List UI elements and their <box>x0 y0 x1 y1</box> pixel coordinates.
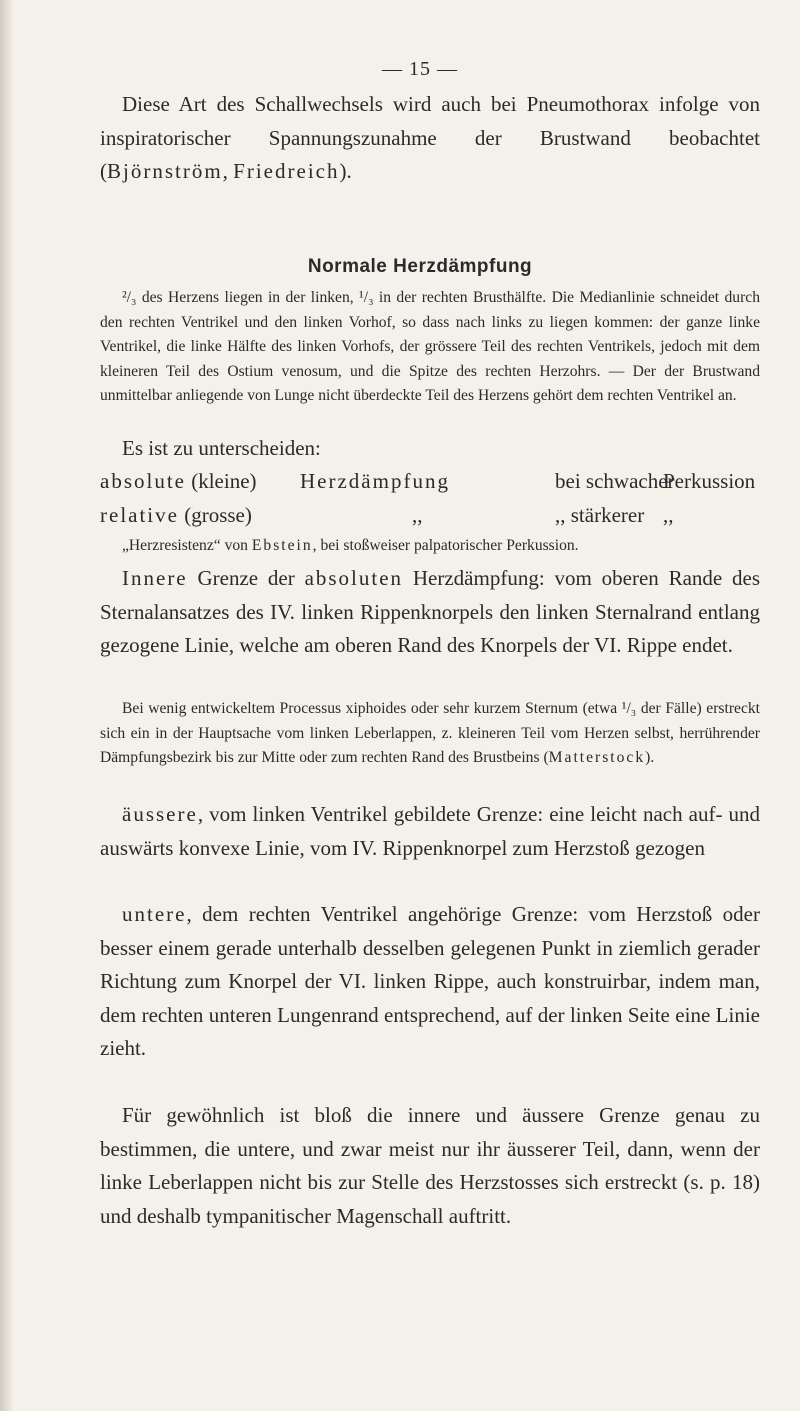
table-row: relative (grosse) ,, ,, stärkerer ,, <box>100 502 674 527</box>
author-name: Ebstein <box>251 537 313 554</box>
author-name: Björnström <box>107 159 223 183</box>
note-paragraph: ²/₃ des Herzens liegen in der linken, ¹/₃ in der rechten Brusthälfte. Die Medianlinie schneidet durch den rechten Ventrikel und den linken Vorhof, so dass nach links zu liegen kommen: der ganze linke Ventrikel, die linke Hälfte des linken Vorhofs, der grössere Teil des rechten Ventrikels, jedoch mit dem kleineren Teil des Ostium venosum, und die Spitze des rechten Herzohrs. — Der der Brustwand unmittelbar anliegende von Lunge nicht überdeckte Teil des Herzens gehört dem rechten Ventrikel an. <box>100 289 760 404</box>
distinction-intro: Es ist zu unterscheiden: <box>122 436 321 460</box>
note-paragraph: Bei wenig entwickeltem Processus xiphoides oder sehr kurzem Sternum (etwa ¹/₃ der Fälle) erstreckt sich ein in der Hauptsache vom linken Leberlappen, z. kleineren Teil vom Herzen selbst, herrührender Dämpfungsbezirk bis zur Mitte oder zum rechten Rand des Brustbeins (Matterstock). <box>100 700 760 766</box>
section-heading: Normale Herzdämpfung <box>307 256 533 277</box>
inner-border-paragraph: Innere Grenze der absoluten Herzdämpfung: vom oberen Rande des Sternalansatzes des IV. linken Rippenknorpels den linken Sternalrand entlang gezogene Linie, welche am oberen Rand des Knorpels der VI. Rippe endet. <box>100 566 761 657</box>
scan-edge <box>0 0 14 1411</box>
closing-paragraph: Für gewöhnlich ist bloß die innere und äussere Grenze genau zu bestimmen, die untere, und zwar meist nur ihr äusserer Teil, dann, wenn der linke Leberlappen nicht bis zur Stelle des Herzstosses sich erstreckt (s. p. 18) und deshalb tympanitischer Magenschall auftritt. <box>100 1103 760 1228</box>
dampening-table <box>100 465 760 532</box>
table-row: absolute (kleine) Herzdämpfung bei schwacher Perkussion <box>100 469 756 493</box>
note-paragraph: „Herzresistenz“ von Ebstein, bei stoßweiser palpatorischer Perkussion. <box>122 537 579 554</box>
intro-paragraph: Diese Art des Schallwechsels wird auch bei Pneumothorax infolge von inspiratorischer Spannungszunahme der Brustwand beobachtet (Björnström, Friedreich). <box>100 92 760 183</box>
author-name: Friedreich <box>233 159 340 183</box>
lower-border-paragraph: untere, dem rechten Ventrikel angehörige Grenze: vom Herzstoß oder besser einem gerade unterhalb desselben gelegenen Punkt in ziemlich gerader Richtung zum Knorpel der VI. linken Rippe, auch konstruirbar, indem man, dem rechten unteren Lungenrand entsprechend, auf der linken Seite eine Linie zieht. <box>100 902 760 1060</box>
author-name: Matterstock <box>548 749 646 766</box>
page-number: — 15 — <box>382 58 458 80</box>
outer-border-paragraph: äussere, vom linken Ventrikel gebildete Grenze: eine leicht nach auf- und auswärts konvexe Linie, vom IV. Rippenknorpel zum Herzstoß gezogen <box>100 802 760 860</box>
